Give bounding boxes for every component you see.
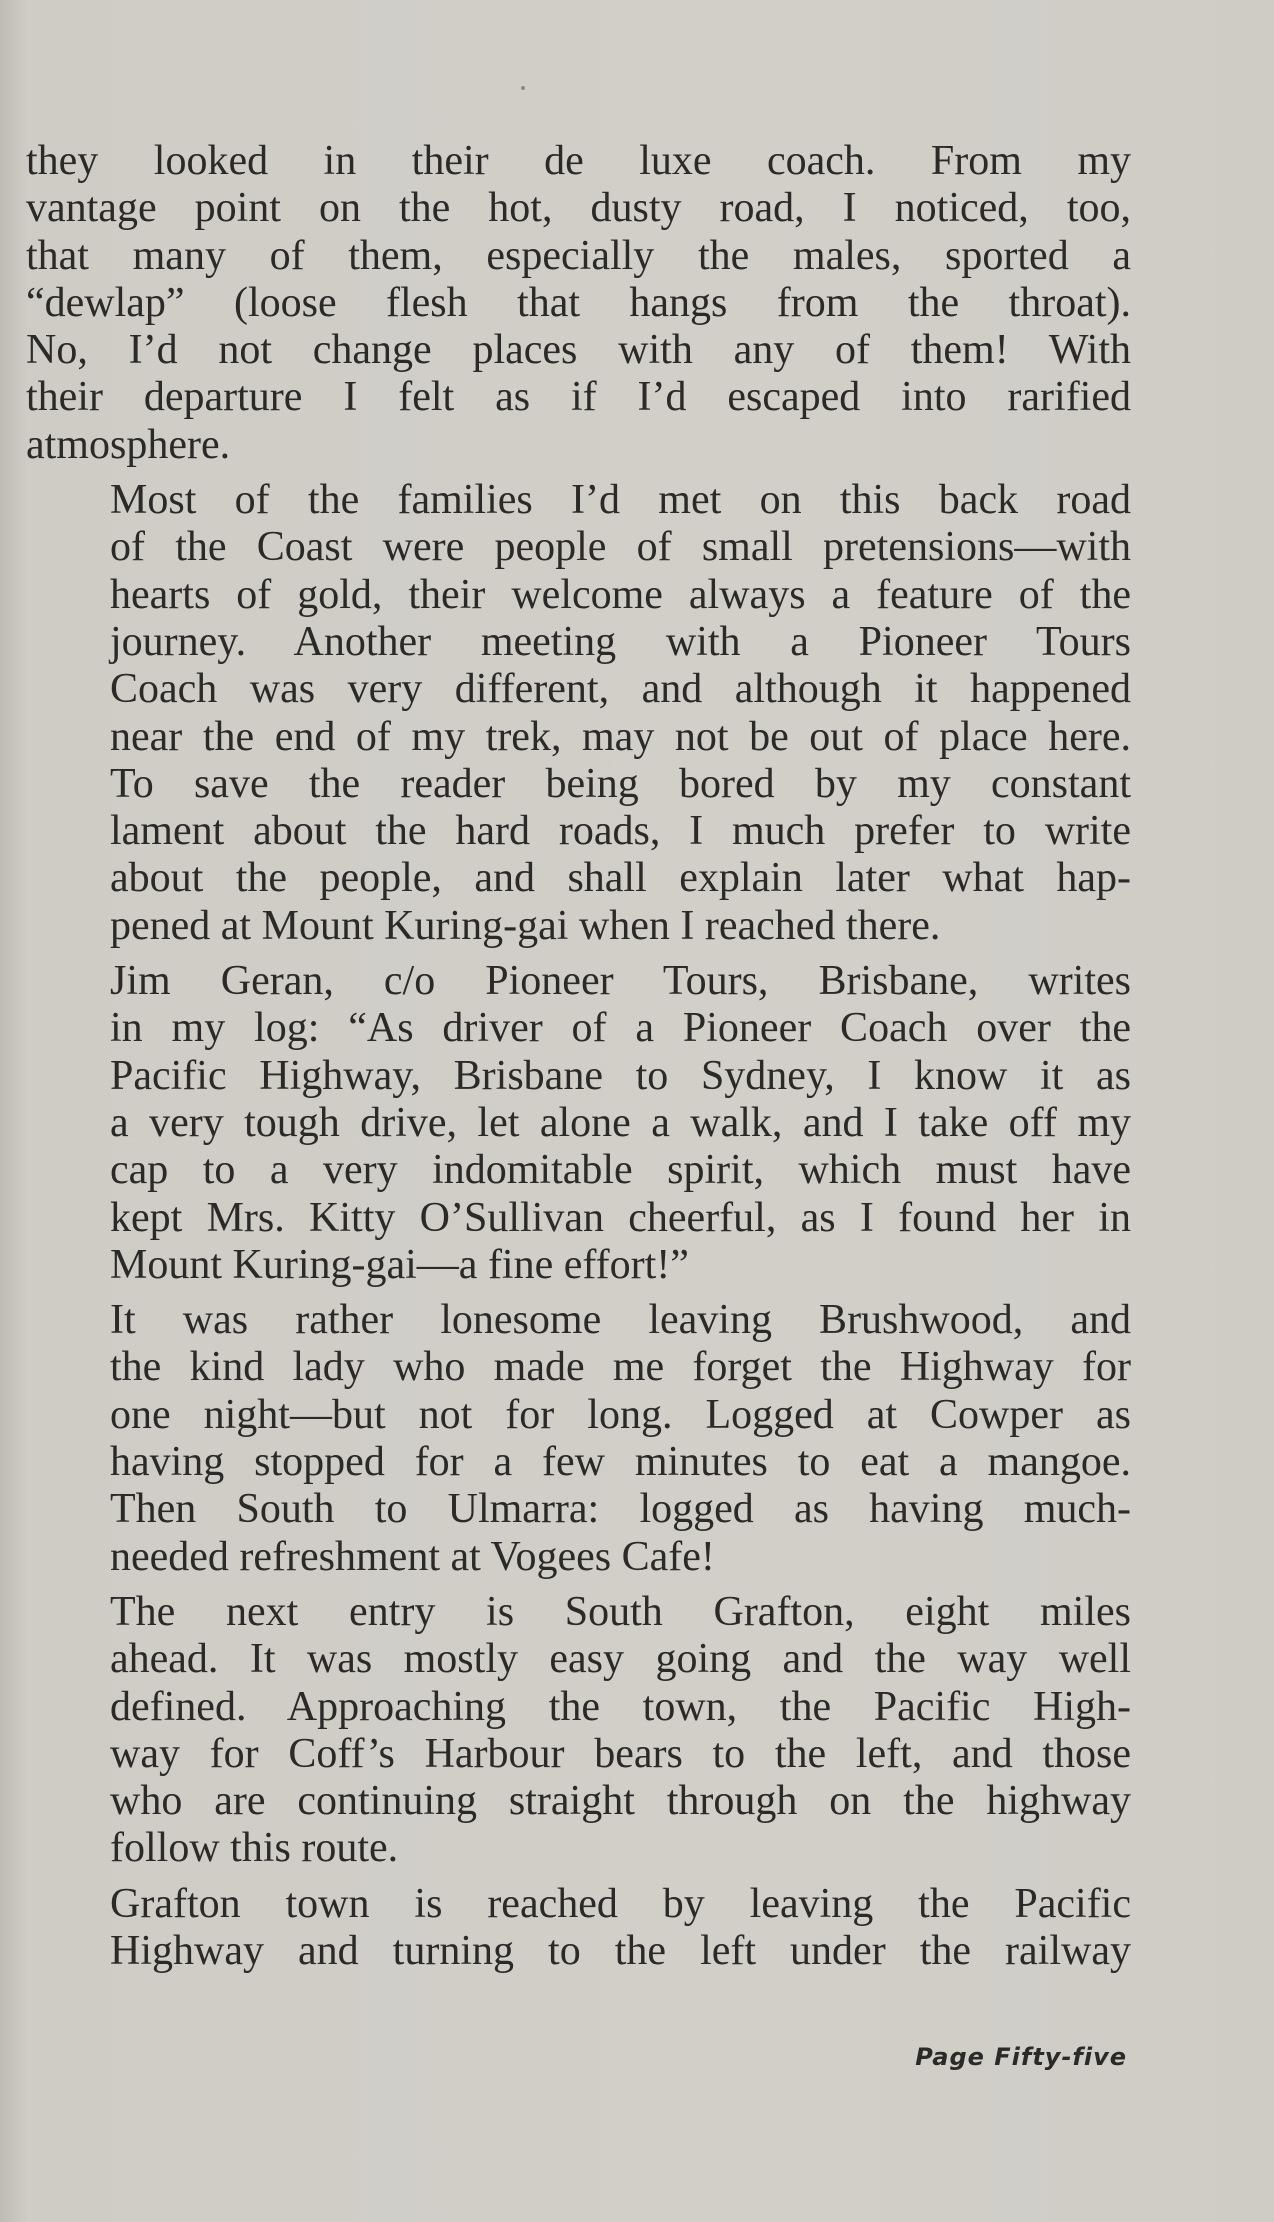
paragraph-6: [26, 1881, 1131, 1976]
text-line: their departure I felt as if I’d escaped into rarified: [26, 374, 1131, 421]
text-line: atmosphere.: [26, 421, 231, 468]
body-text: [26, 138, 1131, 1975]
text-line: near the end of my trek, may not be out of place here.: [110, 713, 1131, 760]
text-line: Mount Kuring-gai—a fine effort!”: [110, 1241, 689, 1288]
text-line: Coach was very different, and although it happened: [110, 666, 1131, 713]
text-line: Jim Geran, c/o Pioneer Tours, Brisbane, writes: [110, 958, 1131, 1005]
text-line: follow this route.: [110, 1825, 399, 1872]
paragraph-3: [26, 958, 1131, 1289]
text-line: Pacific Highway, Brisbane to Sydney, I know it as: [110, 1052, 1131, 1099]
text-line: in my log: “As driver of a Pioneer Coach over the: [110, 1005, 1131, 1052]
text-line: hearts of gold, their welcome always a feature of the: [110, 571, 1131, 618]
text-line: that many of them, especially the males, sported a: [26, 232, 1131, 279]
text-line: cap to a very indomitable spirit, which must have: [110, 1147, 1131, 1194]
text-line: kept Mrs. Kitty O’Sullivan cheerful, as I found her in: [110, 1194, 1131, 1241]
paragraph-4: [26, 1297, 1131, 1581]
text-line: To save the reader being bored by my constant: [110, 760, 1131, 807]
text-line: needed refreshment at Vogees Cafe!: [110, 1533, 715, 1580]
text-line: “dewlap” (loose flesh that hangs from the throat).: [26, 279, 1131, 326]
text-line: defined. Approaching the town, the Pacific High-: [110, 1683, 1131, 1730]
text-line: It was rather lonesome leaving Brushwood, and: [110, 1297, 1131, 1344]
text-line: vantage point on the hot, dusty road, I noticed, too,: [26, 185, 1131, 232]
text-line: way for Coff’s Harbour bears to the left, and those: [110, 1730, 1131, 1777]
text-line: Then South to Ulmarra: logged as having much-: [110, 1486, 1131, 1533]
text-line: about the people, and shall explain later what hap-: [110, 855, 1131, 902]
text-line: they looked in their de luxe coach. From my: [26, 138, 1131, 184]
text-line: of the Coast were people of small pretensions—with: [110, 524, 1131, 571]
text-line: the kind lady who made me forget the Highway for: [110, 1344, 1131, 1391]
text-line: The next entry is South Grafton, eight miles: [110, 1588, 1131, 1635]
text-line: lament about the hard roads, I much prefer to write: [110, 808, 1131, 855]
paper-speck: [521, 86, 525, 90]
text-line: one night—but not for long. Logged at Cowper as: [110, 1391, 1131, 1438]
text-line: No, I’d not change places with any of them! With: [26, 327, 1131, 374]
page-number: Page Fifty-five: [915, 2043, 1127, 2071]
text-line: Grafton town is reached by leaving the Pacific: [110, 1880, 1131, 1927]
paragraph-1: [26, 138, 1131, 469]
text-line: a very tough drive, let alone a walk, and I take off my: [110, 1099, 1131, 1146]
text-line: ahead. It was mostly easy going and the way well: [110, 1636, 1131, 1683]
text-line: Highway and turning to the left under the railway: [110, 1927, 1131, 1974]
text-line: Most of the families I’d met on this back road: [110, 477, 1131, 524]
paragraph-5: [26, 1589, 1131, 1873]
paragraph-2: [26, 477, 1131, 950]
text-line: having stopped for a few minutes to eat a mangoe.: [110, 1439, 1131, 1486]
text-line: pened at Mount Kuring-gai when I reached there.: [110, 902, 941, 949]
text-line: journey. Another meeting with a Pioneer Tours: [110, 618, 1131, 665]
text-line: who are continuing straight through on the highway: [110, 1778, 1131, 1825]
